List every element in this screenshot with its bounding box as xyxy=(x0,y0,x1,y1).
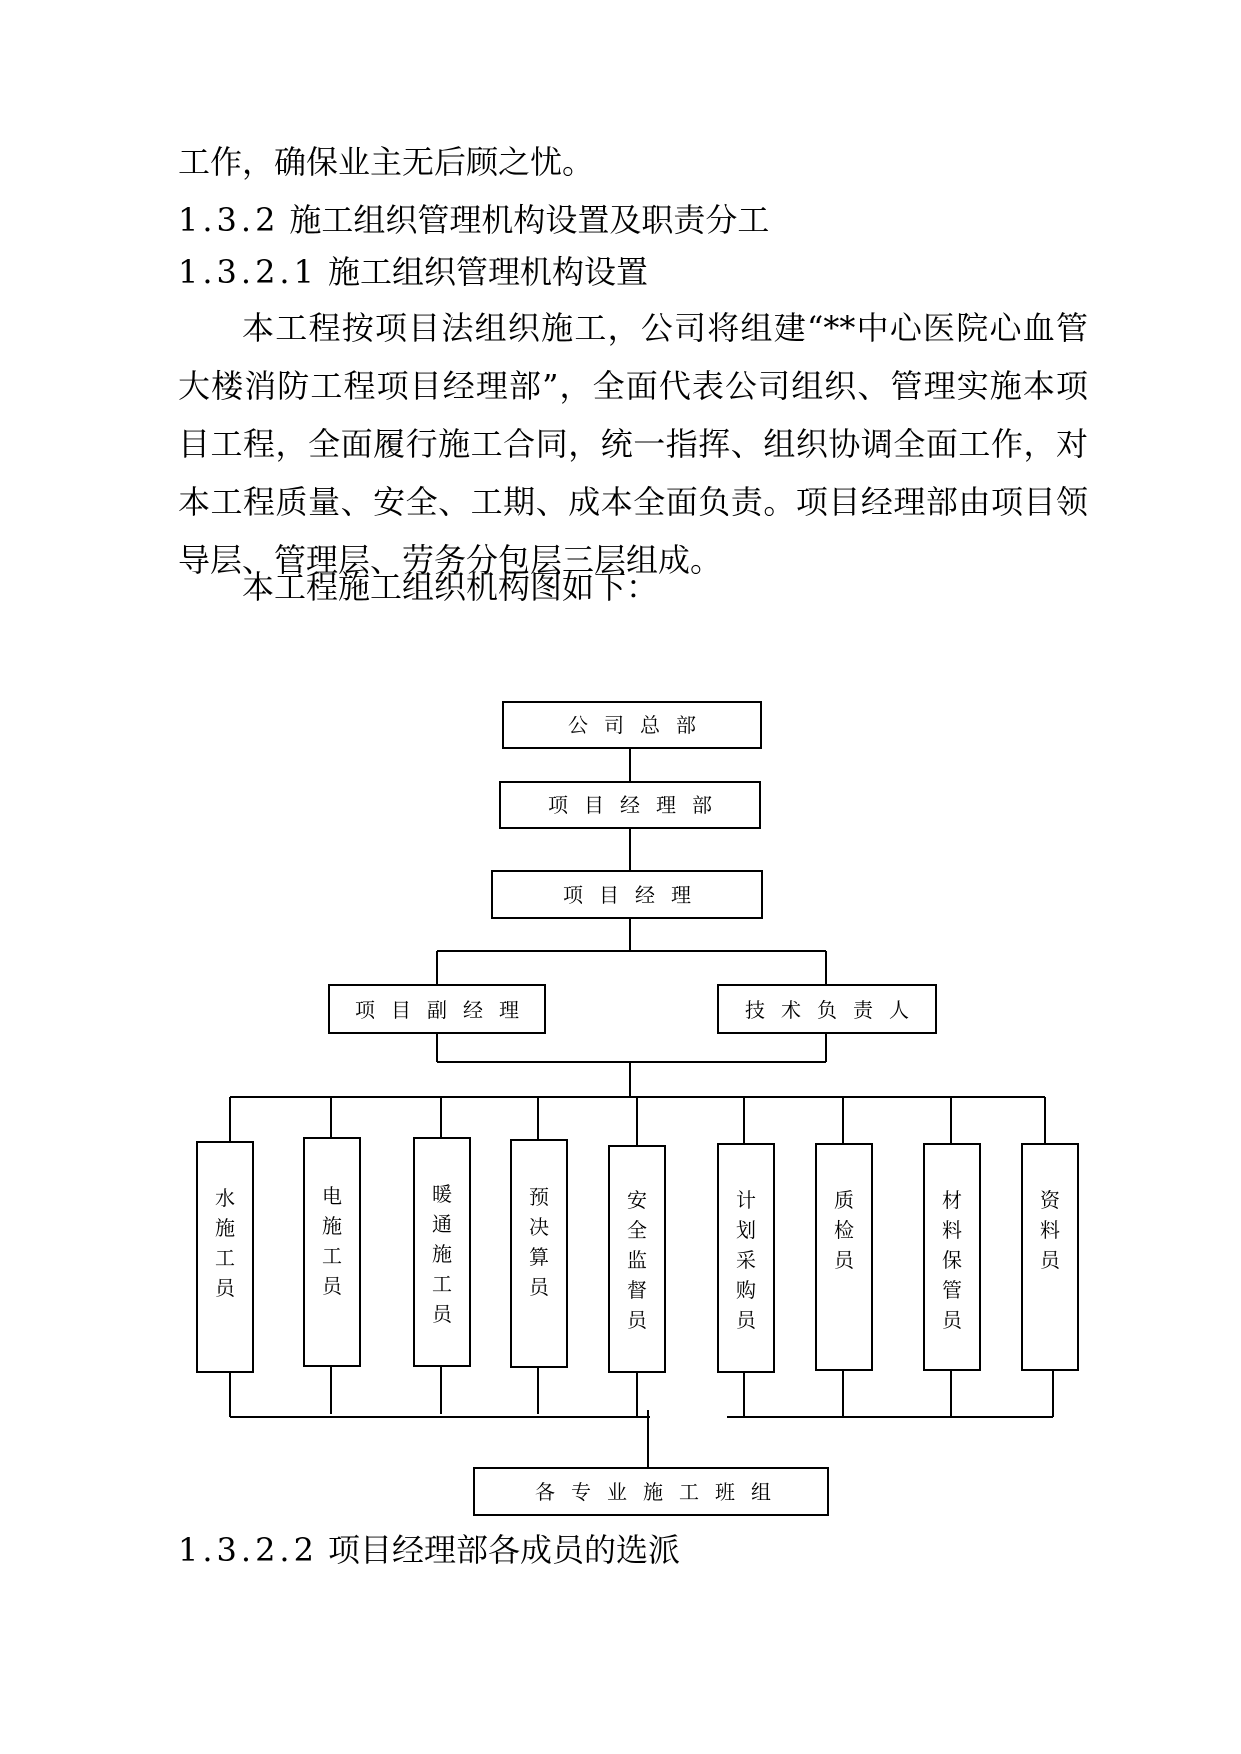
staff-label-char: 电 xyxy=(322,1184,342,1208)
staff-label-char: 员 xyxy=(432,1302,452,1326)
staff-label-char: 料 xyxy=(942,1218,962,1242)
staff-label-char: 员 xyxy=(834,1248,854,1272)
heading-text: 项目经理部各成员的选派 xyxy=(327,1531,680,1569)
staff-label-char: 决 xyxy=(529,1215,549,1239)
staff-label-char: 员 xyxy=(627,1308,647,1332)
staff-label-char: 施 xyxy=(215,1216,235,1240)
staff-label-char: 质 xyxy=(834,1188,854,1212)
box-staff-5 xyxy=(609,1146,665,1372)
box-project-dept xyxy=(500,782,760,828)
heading-number: 1.3.2.2 xyxy=(178,1531,318,1569)
box-label: 公司总部 xyxy=(568,713,712,737)
box-staff-9 xyxy=(1022,1144,1078,1370)
staff-label-char: 工 xyxy=(322,1244,342,1268)
staff-label-char: 员 xyxy=(215,1276,235,1300)
box-staff-2 xyxy=(304,1138,360,1366)
box-project-manager xyxy=(492,871,762,918)
box-work-teams xyxy=(474,1468,828,1515)
box-label: 项目副经理 xyxy=(355,998,535,1022)
intro-continuation: 工作，确保业主无后顾之忧。 xyxy=(178,143,595,181)
box-staff-8 xyxy=(924,1144,980,1370)
heading-number: 1.3.2 xyxy=(178,201,280,239)
box-staff-7 xyxy=(816,1144,872,1370)
section-heading-1-3-2-2 xyxy=(178,1530,680,1570)
staff-label xyxy=(432,1182,454,1326)
box-technical-lead xyxy=(718,985,936,1033)
box-label: 项目经理 xyxy=(563,883,707,907)
box-staff-3 xyxy=(414,1138,470,1366)
staff-label-char: 采 xyxy=(736,1248,756,1272)
staff-label-char: 检 xyxy=(834,1218,854,1242)
box-label: 技术负责人 xyxy=(745,998,925,1022)
staff-label-char: 购 xyxy=(736,1278,756,1302)
staff-label-char: 施 xyxy=(432,1242,452,1266)
box-company-hq xyxy=(503,702,761,748)
staff-label-char: 管 xyxy=(942,1278,962,1302)
staff-label-char: 督 xyxy=(627,1278,647,1302)
box-label: 各专业施工班组 xyxy=(535,1480,787,1504)
staff-label-char: 资 xyxy=(1040,1188,1060,1212)
staff-label-char: 施 xyxy=(322,1214,342,1238)
staff-label-char: 料 xyxy=(1040,1218,1060,1242)
staff-label-char: 员 xyxy=(736,1308,756,1332)
staff-label-char: 员 xyxy=(942,1308,962,1332)
staff-label-char: 暖 xyxy=(432,1182,452,1206)
staff-label xyxy=(1040,1188,1062,1272)
staff-label-char: 水 xyxy=(215,1186,235,1210)
box-staff-4 xyxy=(511,1140,567,1367)
staff-label-char: 员 xyxy=(322,1274,342,1298)
box-deputy-manager xyxy=(329,985,545,1033)
staff-label xyxy=(942,1188,964,1332)
staff-label-char: 工 xyxy=(432,1272,452,1296)
staff-label-char: 员 xyxy=(529,1275,549,1299)
box-label: 项目经理部 xyxy=(548,793,728,817)
staff-label-char: 员 xyxy=(1040,1248,1060,1272)
staff-label-char: 保 xyxy=(942,1248,962,1272)
staff-label xyxy=(736,1188,758,1332)
staff-label xyxy=(834,1188,856,1272)
chart-intro-paragraph: 本工程施工组织机构图如下： xyxy=(242,568,659,606)
staff-label-char: 通 xyxy=(432,1212,452,1236)
staff-label-char: 计 xyxy=(736,1188,756,1212)
heading-number: 1.3.2.1 xyxy=(178,253,318,291)
box-staff-1 xyxy=(197,1142,253,1372)
staff-label-char: 安 xyxy=(627,1188,647,1212)
heading-text: 施工组织管理机构设置及职责分工 xyxy=(289,201,770,239)
body-paragraph: 本工程按项目法组织施工，公司将组建“**中心医院心血管大楼消防工程项目经理部”，全面代表公司组织、管理实施本项目工程，全面履行施工合同，统一指挥、组织协调全面工作，对本工程质量、安全、工期、成本全面负责。项目经理部由项目领导层、管理层、劳务分包层三层组成。 xyxy=(178,309,1088,579)
box-staff-6 xyxy=(718,1144,774,1372)
staff-label-char: 监 xyxy=(627,1248,647,1272)
staff-label-char: 划 xyxy=(736,1218,756,1242)
staff-label-char: 预 xyxy=(529,1185,549,1209)
heading-text: 施工组织管理机构设置 xyxy=(327,253,648,291)
staff-label-char: 算 xyxy=(529,1245,549,1269)
staff-label-char: 工 xyxy=(215,1246,235,1270)
staff-label-char: 材 xyxy=(942,1188,962,1212)
staff-label xyxy=(627,1188,649,1332)
staff-label-char: 全 xyxy=(627,1218,647,1242)
